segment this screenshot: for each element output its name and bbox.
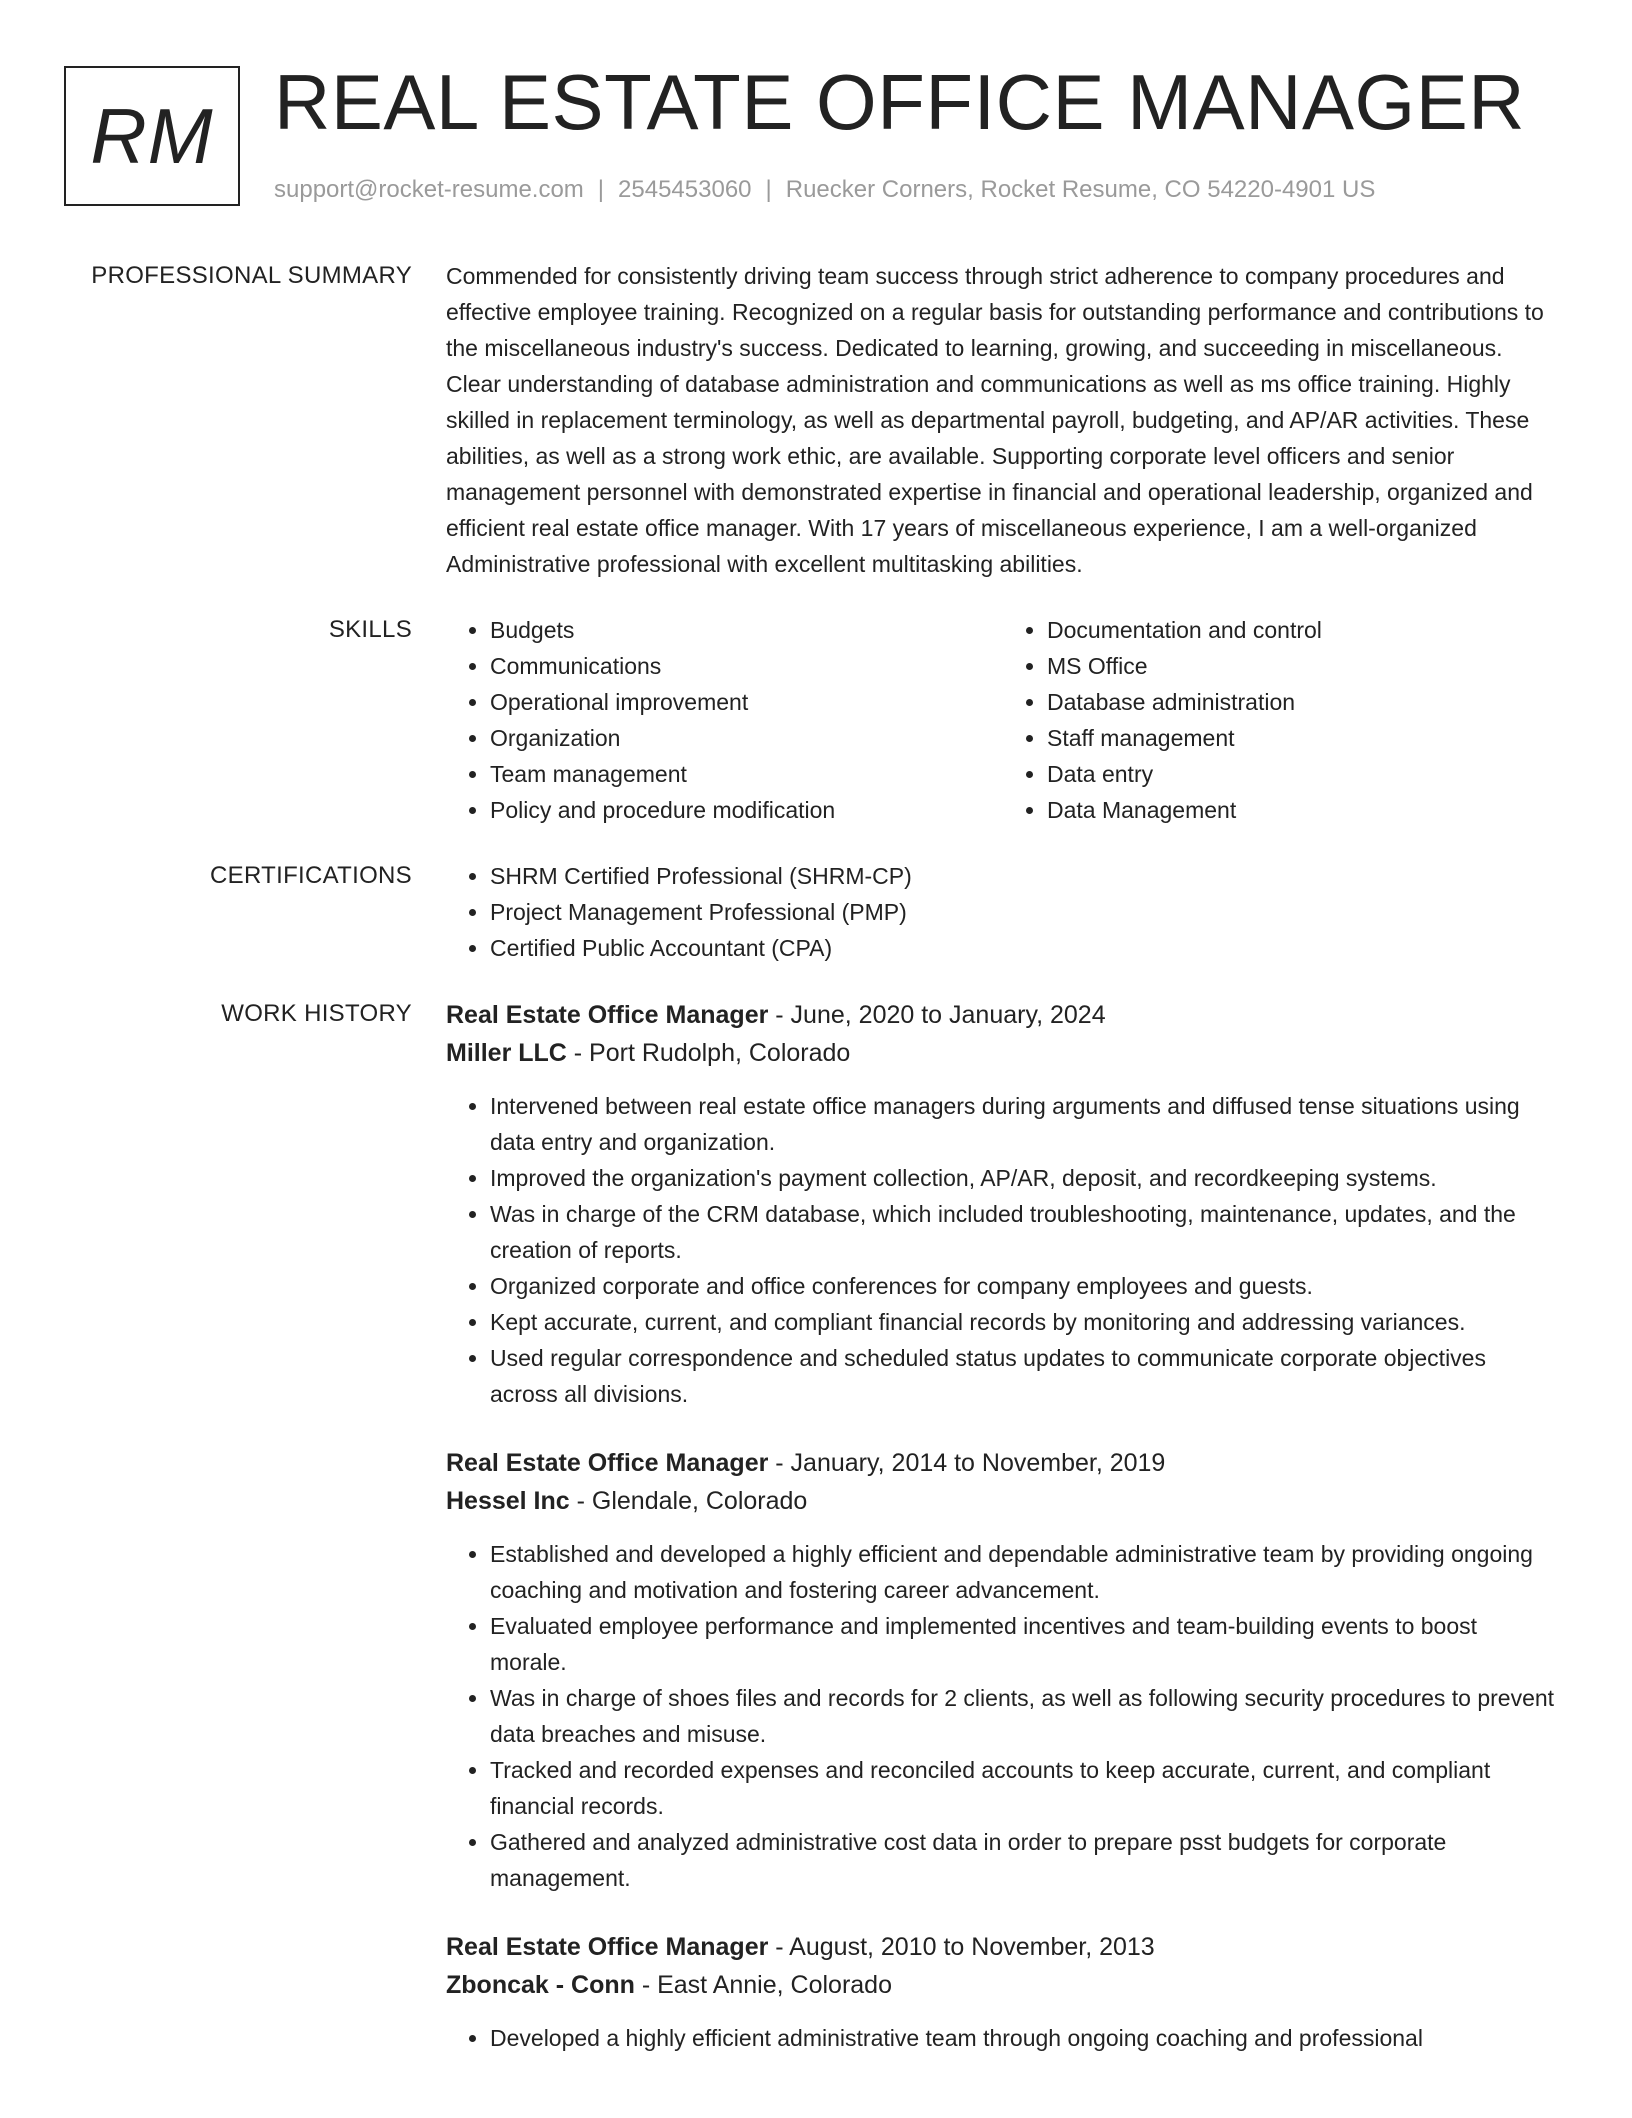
job-dates: - June, 2020 to January, 2024 — [768, 1001, 1106, 1029]
skill-item: • MS Office — [1047, 648, 1560, 684]
contact-separator: | — [597, 176, 605, 203]
section-label: PROFESSIONAL SUMMARY — [91, 262, 412, 289]
job-duty: • Tracked and recorded expenses and reconciled accounts to keep accurate, current, and compliant financial records. — [490, 1752, 1560, 1824]
job-duty: • Established and developed a highly efficient and dependable administrative team by providing ongoing coaching and motivation and fostering career advancement. — [490, 1536, 1560, 1608]
skill-item: • Organization — [490, 720, 1003, 756]
skill-item: • Policy and procedure modification — [490, 792, 1003, 828]
contact-address: Ruecker Corners, Rocket Resume, CO 54220-4901 US — [785, 176, 1376, 203]
skill-item: • Team management — [490, 756, 1003, 792]
skill-item: • Data Management — [1047, 792, 1560, 828]
certification-item: • Certified Public Accountant (CPA) — [490, 930, 1560, 966]
contact-email[interactable]: support@rocket-resume.com — [274, 176, 584, 203]
skill-item: • Operational improvement — [490, 684, 1003, 720]
job-duties-list — [446, 2020, 1560, 2056]
skill-item: • Database administration — [1047, 684, 1560, 720]
job-location: - Port Rudolph, Colorado — [566, 1039, 851, 1067]
work-history-section — [0, 996, 1632, 2088]
skills-list-left — [446, 612, 1003, 828]
job-entry — [446, 1928, 1560, 2056]
skill-item: • Data entry — [1047, 756, 1560, 792]
job-duty: • Intervened between real estate office managers during arguments and diffused tense situations using data entry and organization. — [490, 1088, 1560, 1160]
skill-item: • Documentation and control — [1047, 612, 1560, 648]
job-duty: • Was in charge of the CRM database, which included troubleshooting, maintenance, updates, and the creation of reports. — [490, 1196, 1560, 1268]
skill-item: • Communications — [490, 648, 1003, 684]
monogram-initials: RM — [90, 92, 214, 180]
skills-section — [0, 612, 1632, 828]
job-company: Miller LLC — [446, 1039, 567, 1067]
job-location: - Glendale, Colorado — [569, 1487, 808, 1515]
job-dates: - January, 2014 to November, 2019 — [768, 1449, 1166, 1477]
job-duty: • Organized corporate and office conferences for company employees and guests. — [490, 1268, 1560, 1304]
job-title: Real Estate Office Manager — [446, 1449, 769, 1477]
job-duty: • Gathered and analyzed administrative cost data in order to prepare psst budgets for corporate management. — [490, 1824, 1560, 1896]
job-duties-list — [446, 1536, 1560, 1896]
job-company: Zboncak - Conn — [446, 1971, 635, 1999]
resume-content — [0, 258, 1632, 2118]
job-company-line — [446, 1034, 1560, 1072]
monogram-box — [64, 66, 240, 206]
skill-item: • Budgets — [490, 612, 1003, 648]
job-title: Real Estate Office Manager — [446, 1001, 769, 1029]
resume-header — [0, 0, 1632, 230]
certifications-section — [0, 858, 1632, 966]
job-title-line — [446, 996, 1560, 1034]
contact-separator: | — [765, 176, 772, 203]
job-dates: - August, 2010 to November, 2013 — [768, 1933, 1155, 1961]
job-duty: • Used regular correspondence and scheduled status updates to communicate corporate objectives across all divisions. — [490, 1340, 1560, 1412]
job-duties-list — [446, 1088, 1560, 1412]
job-entry — [446, 996, 1560, 1412]
resume-title: REAL ESTATE OFFICE MANAGER — [274, 58, 1526, 146]
professional-summary-section — [0, 258, 1632, 582]
job-duty: • Developed a highly efficient administrative team through ongoing coaching and professional — [490, 2020, 1560, 2056]
job-company-line — [446, 1482, 1560, 1520]
skills-columns — [446, 612, 1560, 828]
skill-item: • Staff management — [1047, 720, 1560, 756]
certification-item: • Project Management Professional (PMP) — [490, 894, 1560, 930]
job-title-line — [446, 1928, 1560, 1966]
job-company-line — [446, 1966, 1560, 2004]
job-entry — [446, 1444, 1560, 1896]
summary-text: Commended for consistently driving team success through strict adherence to company procedures and effective employee training. Recognized on a regular basis for outstanding performance and contributions to the miscellaneous industry's success. Dedicated to learning, growing, and succeeding in miscellaneous. Clear understanding of database administration and communications as well as ms office training. Highly skilled in replacement terminology, as well as departmental payroll, budgeting, and AP/AR activities. These abilities, as well as a strong work ethic, are available. Supporting corporate level officers and senior management personnel with demonstrated expertise in financial and operational leadership, organized and efficient real estate office manager. With 17 years of miscellaneous experience, I am a well-organized Administrative professional with excellent multitasking abilities. — [446, 263, 1544, 577]
job-duty: • Evaluated employee performance and implemented incentives and team-building events to boost morale. — [490, 1608, 1560, 1680]
certification-item: • SHRM Certified Professional (SHRM-CP) — [490, 858, 1560, 894]
certifications-list — [446, 858, 1560, 966]
job-duty: • Kept accurate, current, and compliant financial records by monitoring and addressing variances. — [490, 1304, 1560, 1340]
section-body — [446, 258, 1560, 582]
contact-line — [274, 174, 1375, 206]
section-label: SKILLS — [328, 616, 412, 643]
job-location: - East Annie, Colorado — [634, 1971, 892, 1999]
section-label: CERTIFICATIONS — [210, 862, 412, 889]
section-label: WORK HISTORY — [221, 1000, 412, 1027]
job-title: Real Estate Office Manager — [446, 1933, 769, 1961]
contact-phone[interactable]: 2545453060 — [618, 176, 752, 203]
job-duty: • Improved the organization's payment collection, AP/AR, deposit, and recordkeeping systems. — [490, 1160, 1560, 1196]
job-title-line — [446, 1444, 1560, 1482]
section-body — [446, 858, 1560, 966]
job-company: Hessel Inc — [446, 1487, 570, 1515]
section-body — [446, 996, 1560, 2088]
job-duty: • Was in charge of shoes files and records for 2 clients, as well as following security procedures to prevent data breaches and misuse. — [490, 1680, 1560, 1752]
skills-list-right — [1003, 612, 1560, 828]
